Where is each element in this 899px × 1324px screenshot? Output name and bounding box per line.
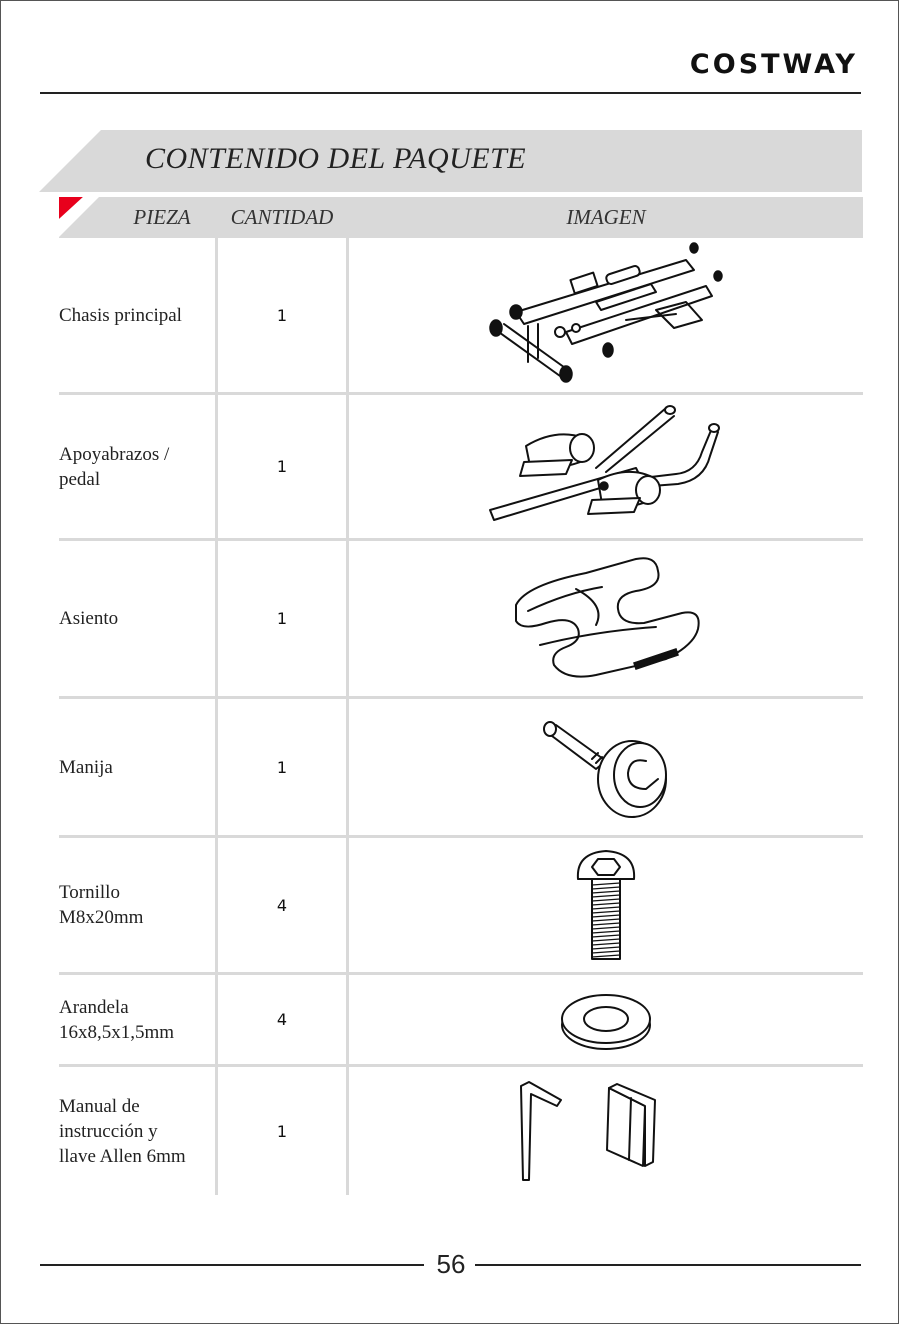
piece-quantity: 1 [276,305,288,325]
piece-image-cell [349,395,863,538]
piece-image-cell [349,541,863,696]
column-divider [215,197,218,1195]
seat-icon [506,549,706,689]
piece-name: Chasis principal [59,304,182,326]
piece-quantity: 1 [276,1121,288,1141]
corner-triangle-icon [59,197,101,238]
table-row [59,975,863,1067]
table-row [59,838,863,975]
table-row [59,699,863,838]
handle-knob-icon [536,707,676,827]
table-row [59,541,863,699]
washer-icon [556,987,656,1053]
table-row [59,1067,863,1195]
piece-quantity: 4 [276,895,288,915]
package-contents-table [59,197,863,1195]
piece-quantity: 1 [276,457,288,476]
piece-image-cell [349,838,863,972]
column-header-image: IMAGEN [349,197,863,238]
page-number: 56 [436,1249,466,1279]
piece-image-cell [349,1067,863,1195]
main-frame-icon [476,240,736,390]
section-title: CONTENIDO DEL PAQUETE [145,142,527,175]
footer-rule-left [40,1264,424,1266]
allen-key-manual-icon [511,1076,701,1186]
piece-quantity: 1 [276,757,288,777]
column-header-quantity: CANTIDAD [218,197,346,238]
table-header [59,197,863,238]
piece-quantity: 4 [276,1010,288,1029]
table-row [59,238,863,395]
piece-name: Asiento [59,608,119,629]
bolt-icon [566,845,646,965]
table-row [59,395,863,541]
header-rule [40,92,861,94]
piece-name: Tornillo M8x20mm [59,882,144,928]
section-banner [39,130,862,192]
piece-image-cell [349,975,863,1064]
piece-name: Arandela 16x8,5x1,5mm [59,996,175,1043]
piece-image-cell [349,699,863,835]
piece-image-cell [349,238,863,392]
brand-logo: COSTWAY [689,49,858,80]
piece-quantity: 1 [276,609,288,628]
piece-name: Apoyabrazos / pedal [59,443,170,490]
piece-name: Manual de instrucción y llave Allen 6mm [59,1095,186,1167]
footer-rule-right [475,1264,861,1266]
armrest-pedal-icon [486,402,726,532]
piece-name: Manija [59,756,113,778]
column-header-piece: PIEZA [59,197,215,238]
column-divider [346,197,349,1195]
